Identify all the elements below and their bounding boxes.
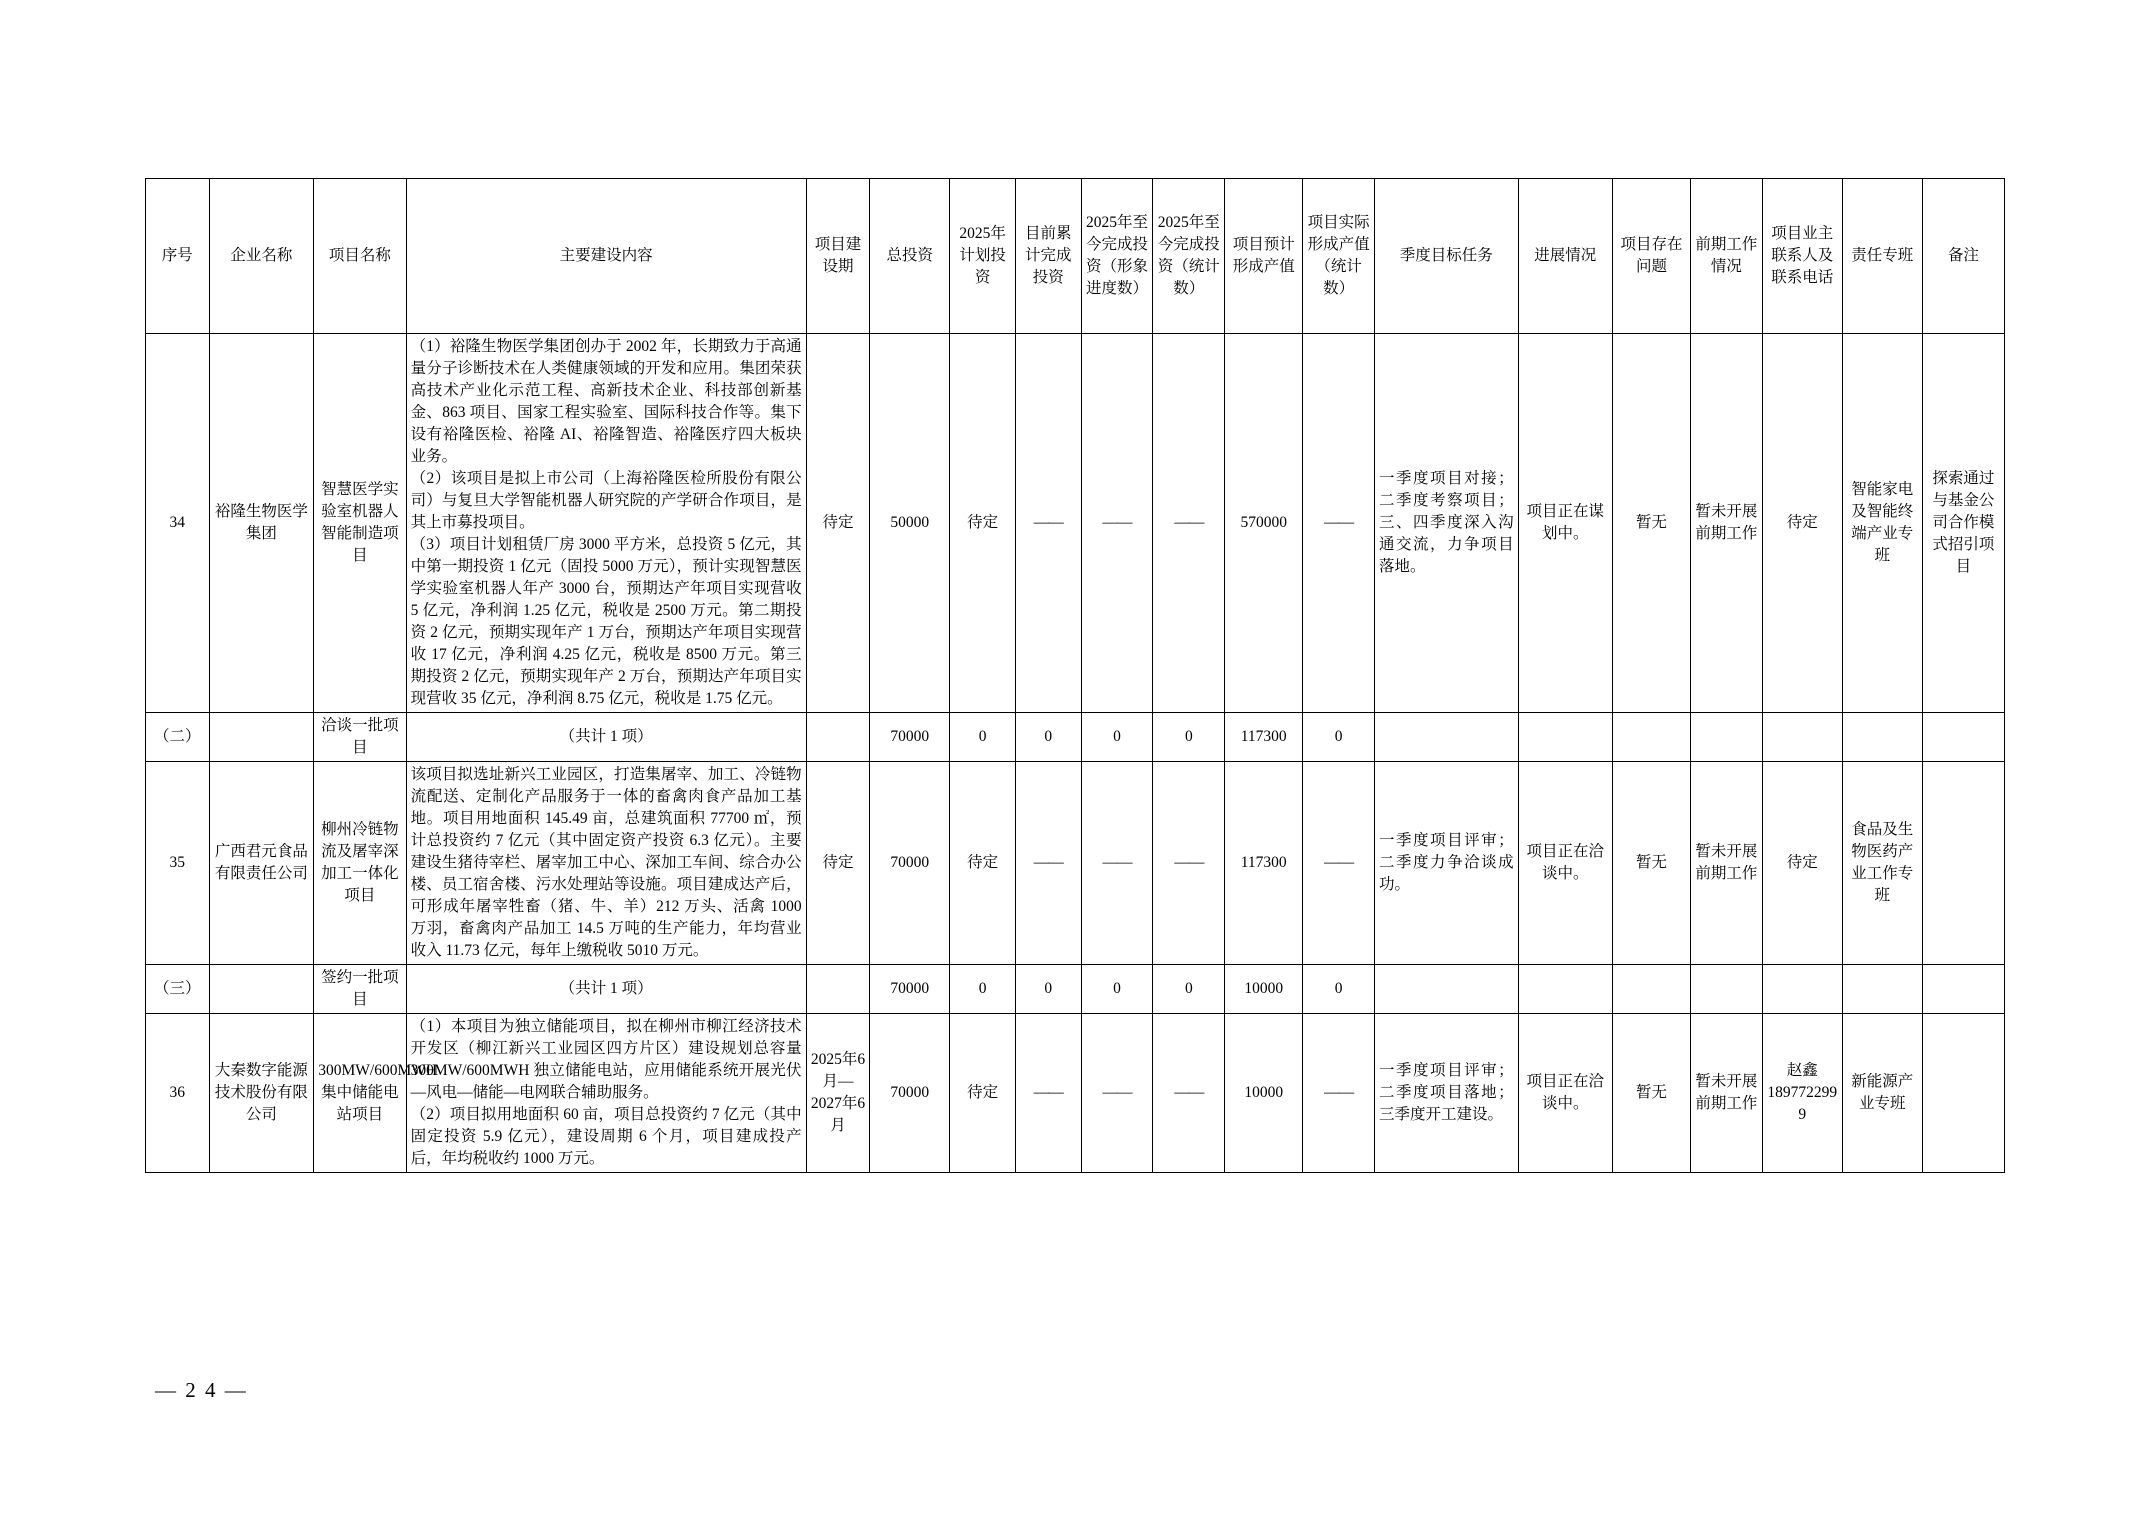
cell-problem [1613, 965, 1691, 1014]
cell-main-content: （共计 1 项） [406, 965, 806, 1014]
cell-main-content: （共计 1 项） [406, 713, 806, 762]
cell-quarter-task [1375, 713, 1519, 762]
cell-completed-progress: —— [1081, 762, 1153, 965]
cell-completed-stat: 0 [1153, 713, 1225, 762]
cell-completed-progress: 0 [1081, 965, 1153, 1014]
cell-actual-output: 0 [1303, 713, 1375, 762]
header-plan-2025: 2025年计划投资 [950, 179, 1016, 334]
cell-total-investment: 50000 [870, 334, 950, 713]
cell-plan-2025: 待定 [950, 762, 1016, 965]
cell-expected-output: 570000 [1225, 334, 1303, 713]
project-table [145, 178, 2005, 1173]
header-contact: 项目业主联系人及联系电话 [1762, 179, 1842, 334]
header-project-name: 项目名称 [314, 179, 406, 334]
cell-company [209, 965, 314, 1014]
cell-progress: 项目正在洽谈中。 [1518, 1014, 1612, 1173]
cell-completed-progress: —— [1081, 334, 1153, 713]
cell-main-content: 该项目拟选址新兴工业园区，打造集屠宰、加工、冷链物流配送、定制化产品服务于一体的畜禽肉食产品加工基地。项目用地面积 145.49 亩，总建筑面积 77700 ㎡，预计总投资约 7 亿元（其中固定资产投资 6.3 亿元）。主要建设生猪待宰栏、屠宰加工中心、深加工车间、综合办公楼、员工宿舍楼、污水处理站等设施。项目建成达产后，可形成年屠宰牲畜（猪、牛、羊）212 万头、活禽 1000 万羽，畜禽肉产品加工 14.5 万吨的生产能力，年均营业收入 11.73 亿元，每年上缴税收 5010 万元。 [406, 762, 806, 965]
cell-project-name: 洽谈一批项目 [314, 713, 406, 762]
cell-progress: 项目正在谋划中。 [1518, 334, 1612, 713]
cell-total-investment: 70000 [870, 1014, 950, 1173]
table-row [146, 334, 2005, 713]
table-subtotal-row [146, 965, 2005, 1014]
cell-problem [1613, 713, 1691, 762]
header-main-content: 主要建设内容 [406, 179, 806, 334]
header-accumulated-investment: 目前累计完成投资 [1015, 179, 1081, 334]
header-company: 企业名称 [209, 179, 314, 334]
cell-total-investment: 70000 [870, 762, 950, 965]
cell-problem: 暂无 [1613, 1014, 1691, 1173]
table-subtotal-row [146, 713, 2005, 762]
header-problem: 项目存在问题 [1613, 179, 1691, 334]
header-seq: 序号 [146, 179, 210, 334]
cell-team: 新能源产业专班 [1842, 1014, 1922, 1173]
cell-project-name: 300MW/600MWH 集中储能电站项目 [314, 1014, 406, 1173]
cell-completed-stat: —— [1153, 334, 1225, 713]
cell-preliminary: 暂未开展前期工作 [1690, 762, 1762, 965]
cell-team [1842, 713, 1922, 762]
cell-expected-output: 117300 [1225, 713, 1303, 762]
header-completed-stat: 2025年至今完成投资（统计数） [1153, 179, 1225, 334]
cell-accumulated: —— [1015, 762, 1081, 965]
cell-build-period [806, 713, 870, 762]
cell-completed-stat: —— [1153, 762, 1225, 965]
header-expected-output: 项目预计形成产值 [1225, 179, 1303, 334]
cell-preliminary [1690, 965, 1762, 1014]
cell-contact [1762, 965, 1842, 1014]
header-preliminary-work: 前期工作情况 [1690, 179, 1762, 334]
cell-total-investment: 70000 [870, 713, 950, 762]
cell-seq: 34 [146, 334, 210, 713]
cell-preliminary: 暂未开展前期工作 [1690, 334, 1762, 713]
cell-seq: 35 [146, 762, 210, 965]
cell-company: 裕隆生物医学集团 [209, 334, 314, 713]
cell-quarter-task: 一季度项目评审；二季度力争洽谈成功。 [1375, 762, 1519, 965]
cell-actual-output: 0 [1303, 965, 1375, 1014]
header-total-investment: 总投资 [870, 179, 950, 334]
cell-accumulated: —— [1015, 1014, 1081, 1173]
header-actual-output: 项目实际形成产值（统计数） [1303, 179, 1375, 334]
cell-main-content: （1）本项目为独立储能项目，拟在柳州市柳江经济技术开发区（柳江新兴工业园区四方片区）建设规划总容量 300MW/600MWH 独立储能电站，应用储能系统开展光伏—风电—储能—电网联合辅助服务。 （2）项目拟用地面积 60 亩，项目总投资约 7 亿元（其中固定投资 5.9 亿元），建设周期 6 个月，项目建成投产后，年均税收约 1000 万元。 [406, 1014, 806, 1173]
cell-build-period [806, 965, 870, 1014]
cell-seq: （二） [146, 713, 210, 762]
cell-team: 智能家电及智能终端产业专班 [1842, 334, 1922, 713]
cell-contact: 待定 [1762, 334, 1842, 713]
cell-actual-output: —— [1303, 334, 1375, 713]
cell-quarter-task: 一季度项目对接；二季度考察项目；三、四季度深入沟通交流，力争项目落地。 [1375, 334, 1519, 713]
cell-completed-progress: —— [1081, 1014, 1153, 1173]
cell-progress [1518, 713, 1612, 762]
cell-team: 食品及生物医药产业工作专班 [1842, 762, 1922, 965]
cell-remark [1922, 1014, 2004, 1173]
cell-seq: （三） [146, 965, 210, 1014]
cell-accumulated: 0 [1015, 713, 1081, 762]
cell-build-period: 2025年6月—2027年6月 [806, 1014, 870, 1173]
cell-completed-stat: 0 [1153, 965, 1225, 1014]
cell-actual-output: —— [1303, 762, 1375, 965]
header-remark: 备注 [1922, 179, 2004, 334]
table-row [146, 1014, 2005, 1173]
table-row [146, 762, 2005, 965]
cell-team [1842, 965, 1922, 1014]
cell-project-name: 柳州冷链物流及屠宰深加工一体化项目 [314, 762, 406, 965]
cell-contact [1762, 713, 1842, 762]
cell-plan-2025: 0 [950, 713, 1016, 762]
header-completed-progress: 2025年至今完成投资（形象进度数） [1081, 179, 1153, 334]
cell-actual-output: —— [1303, 1014, 1375, 1173]
table-header-row [146, 179, 2005, 334]
cell-plan-2025: 待定 [950, 334, 1016, 713]
cell-completed-stat: —— [1153, 1014, 1225, 1173]
cell-expected-output: 117300 [1225, 762, 1303, 965]
cell-plan-2025: 0 [950, 965, 1016, 1014]
cell-company: 广西君元食品有限责任公司 [209, 762, 314, 965]
cell-expected-output: 10000 [1225, 1014, 1303, 1173]
cell-completed-progress: 0 [1081, 713, 1153, 762]
cell-project-name: 签约一批项目 [314, 965, 406, 1014]
header-quarter-task: 季度目标任务 [1375, 179, 1519, 334]
cell-accumulated: —— [1015, 334, 1081, 713]
cell-preliminary [1690, 713, 1762, 762]
cell-quarter-task: 一季度项目评审；二季度项目落地；三季度开工建设。 [1375, 1014, 1519, 1173]
header-responsible-team: 责任专班 [1842, 179, 1922, 334]
cell-contact: 待定 [1762, 762, 1842, 965]
cell-contact: 赵鑫189772299 9 [1762, 1014, 1842, 1173]
cell-build-period: 待定 [806, 762, 870, 965]
cell-main-content: （1）裕隆生物医学集团创办于 2002 年，长期致力于高通量分子诊断技术在人类健康领域的开发和应用。集团荣获高技术产业化示范工程、高新技术企业、科技部创新基金、863 项目、国家工程实验室、国际科技合作等。集下设有裕隆医检、裕隆 AI、裕隆智造、裕隆医疗四大板块业务。 （2）该项目是拟上市公司（上海裕隆医检所股份有限公司）与复旦大学智能机器人研究院的产学研合作项目，是其上市募投项目。 （3）项目计划租赁厂房 3000 平方米，总投资 5 亿元，其中第一期投资 1 亿元（固投 5000 万元），预计实现智慧医学实验室机器人年产 3000 台，预期达产年项目实现营收 5 亿元，净利润 1.25 亿元，税收是 2500 万元。第二期投资 2 亿元，预期实现年产 1 万台，预期达产年项目实现营收 17 亿元，净利润 4.25 亿元，税收是 8500 万元。第三期投资 2 亿元，预期实现年产 2 万台，预期达产年项目实现营收 35 亿元，净利润 8.75 亿元，税收是 1.75 亿元。 [406, 334, 806, 713]
cell-remark: 探索通过与基金公司合作模式招引项目 [1922, 334, 2004, 713]
page-number: — 2 4 — [155, 1378, 248, 1402]
cell-remark [1922, 713, 2004, 762]
cell-problem: 暂无 [1613, 762, 1691, 965]
cell-company [209, 713, 314, 762]
cell-remark [1922, 762, 2004, 965]
header-build-period: 项目建设期 [806, 179, 870, 334]
header-progress: 进展情况 [1518, 179, 1612, 334]
cell-quarter-task [1375, 965, 1519, 1014]
cell-project-name: 智慧医学实验室机器人智能制造项目 [314, 334, 406, 713]
cell-progress [1518, 965, 1612, 1014]
cell-total-investment: 70000 [870, 965, 950, 1014]
cell-plan-2025: 待定 [950, 1014, 1016, 1173]
cell-remark [1922, 965, 2004, 1014]
cell-seq: 36 [146, 1014, 210, 1173]
cell-build-period: 待定 [806, 334, 870, 713]
cell-progress: 项目正在洽谈中。 [1518, 762, 1612, 965]
cell-expected-output: 10000 [1225, 965, 1303, 1014]
cell-company: 大秦数字能源技术股份有限公司 [209, 1014, 314, 1173]
cell-preliminary: 暂未开展前期工作 [1690, 1014, 1762, 1173]
cell-accumulated: 0 [1015, 965, 1081, 1014]
cell-problem: 暂无 [1613, 334, 1691, 713]
